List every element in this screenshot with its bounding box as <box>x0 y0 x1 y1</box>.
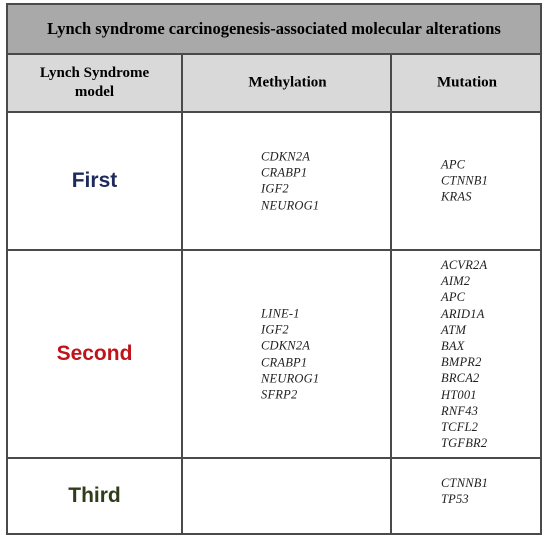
gene-item: RNF43 <box>441 403 479 418</box>
mutation-cell <box>394 459 540 533</box>
gene-item: AIM2 <box>441 273 471 288</box>
methylation-cell <box>185 459 392 533</box>
gene-item: BMPR2 <box>441 355 482 369</box>
mutation-cell <box>394 113 540 249</box>
model-label-first: First <box>71 169 118 192</box>
gene-item: KRAS <box>441 190 472 205</box>
gene-item: ARID1A <box>441 306 485 321</box>
gene-item: IGF2 <box>261 182 289 196</box>
gene-item: CTNNB1 <box>441 173 489 188</box>
model-cell <box>8 251 183 457</box>
gene-item: ACVR2A <box>441 257 488 272</box>
gene-item: CDKN2A <box>261 338 311 353</box>
model-label-second: Second <box>56 342 133 365</box>
header-row <box>8 55 540 113</box>
gene-item: APC <box>441 290 466 305</box>
table-row <box>8 459 540 533</box>
gene-item: SFRP2 <box>261 387 298 402</box>
gene-item: NEUROG1 <box>261 371 320 386</box>
table-row <box>8 113 540 251</box>
header-cell-mutation <box>394 55 540 111</box>
gene-item: ATM <box>441 322 467 337</box>
model-cell <box>8 113 183 249</box>
gene-item: CTNNB1 <box>441 475 489 490</box>
header-methylation-label: Methylation <box>248 74 327 91</box>
model-label-third: Third <box>68 484 121 507</box>
methylation-gene-list <box>261 305 319 402</box>
table-row <box>8 251 540 459</box>
gene-item: APC <box>441 157 466 172</box>
mutation-cell <box>394 251 540 457</box>
gene-item: TP53 <box>441 491 469 506</box>
gene-item: CRABP1 <box>261 165 308 180</box>
gene-item: TCFL2 <box>441 419 479 434</box>
methylation-cell <box>185 113 392 249</box>
model-cell <box>8 459 183 533</box>
header-cell-methylation <box>185 55 392 111</box>
gene-item: BAX <box>441 338 465 353</box>
table-title: Lynch syndrome carcinogenesis-associated molecular alterations <box>8 5 540 55</box>
methylation-gene-list <box>261 149 319 214</box>
gene-item: LINE-1 <box>261 306 300 321</box>
mutation-gene-list <box>441 475 488 507</box>
gene-item: CDKN2A <box>261 149 311 164</box>
mutation-gene-list <box>441 157 488 206</box>
header-cell-model <box>8 55 183 111</box>
methylation-cell <box>185 251 392 457</box>
header-mutation-label: Mutation <box>437 74 497 91</box>
header-model-label: Lynch Syndrome model <box>39 65 150 100</box>
gene-item: NEUROG1 <box>261 198 320 213</box>
gene-item: BRCA2 <box>441 371 480 386</box>
gene-item: CRABP1 <box>261 355 308 369</box>
mutation-gene-list <box>441 257 487 451</box>
gene-item: IGF2 <box>261 322 289 337</box>
gene-item: HT001 <box>441 387 477 402</box>
gene-item: TGFBR2 <box>441 436 488 451</box>
alterations-table <box>6 3 542 535</box>
